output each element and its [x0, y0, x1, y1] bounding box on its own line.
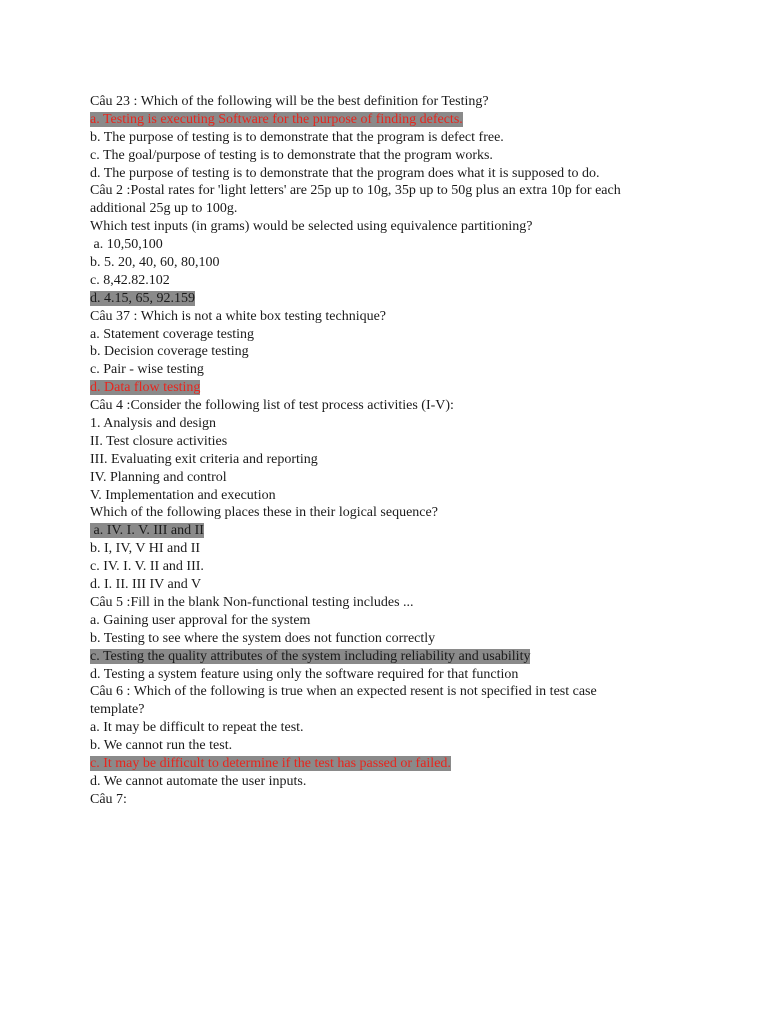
highlighted-answer: a. IV. I. V. III and II — [90, 523, 204, 539]
text-line — [90, 182, 690, 200]
line-text: a. Statement coverage testing — [90, 326, 255, 342]
line-text: Câu 23 : Which of the following will be the best definition for Testing? — [90, 94, 489, 109]
text-line — [90, 504, 690, 522]
line-text: a. 10,50,100 — [90, 237, 163, 253]
line-text: template? — [90, 702, 145, 718]
text-line — [90, 630, 690, 648]
text-line — [90, 719, 690, 737]
text-line — [90, 701, 690, 719]
line-text: Câu 5 :Fill in the blank Non-functional testing includes ... — [90, 594, 414, 610]
line-text: b. 5. 20, 40, 60, 80,100 — [90, 255, 220, 271]
text-line — [90, 290, 690, 308]
text-line — [90, 451, 690, 469]
line-text: c. The goal/purpose of testing is to demonstrate that the program works. — [90, 147, 493, 163]
text-line — [90, 361, 690, 379]
text-line — [90, 594, 690, 612]
line-text: II. Test closure activities — [90, 433, 228, 449]
text-line — [90, 612, 690, 630]
line-text: Which of the following places these in their logical sequence? — [90, 505, 438, 521]
line-text: d. I. II. III IV and V — [90, 577, 202, 593]
line-text: Câu 7: — [90, 791, 127, 807]
text-line — [90, 397, 690, 415]
text-line — [90, 737, 690, 755]
line-text: c. 8,42.82.102 — [90, 272, 170, 288]
text-line — [90, 308, 690, 326]
highlighted-answer: d. Data flow testing — [90, 380, 201, 396]
text-line — [90, 540, 690, 558]
line-text: Which test inputs (in grams) would be selected using equivalence partitioning? — [90, 219, 533, 235]
text-line — [90, 558, 690, 576]
highlighted-answer: c. Testing the quality attributes of the system including reliability and usability — [90, 648, 531, 664]
text-line — [90, 415, 690, 433]
line-text: Câu 6 : Which of the following is true when an expected resent is not specified in test case — [90, 684, 597, 700]
text-line — [90, 666, 690, 684]
line-text: b. Testing to see where the system does not function correctly — [90, 630, 436, 646]
text-line — [90, 254, 690, 272]
text-line — [90, 469, 690, 487]
text-line — [90, 683, 690, 701]
line-text: b. Decision coverage testing — [90, 344, 249, 360]
line-text: 1. Analysis and design — [90, 416, 216, 432]
highlighted-answer: a. Testing is executing Software for the purpose of finding defects. — [90, 111, 463, 127]
text-line — [90, 165, 690, 183]
text-line — [90, 218, 690, 236]
line-text: IV. Planning and control — [90, 469, 227, 485]
line-text: V. Implementation and execution — [90, 487, 276, 503]
line-text: b. We cannot run the test. — [90, 738, 233, 754]
line-text: d. Testing a system feature using only the software required for that function — [90, 666, 519, 682]
line-text: c. Pair - wise testing — [90, 362, 204, 378]
text-line — [90, 272, 690, 290]
quiz-text — [90, 93, 690, 809]
line-text: Câu 37 : Which is not a white box testing technique? — [90, 308, 387, 324]
text-line — [90, 755, 690, 773]
text-line — [90, 379, 690, 397]
text-line — [90, 200, 690, 218]
text-line — [90, 343, 690, 361]
line-text: a. It may be difficult to repeat the test. — [90, 720, 304, 736]
line-text: b. I, IV, V HI and II — [90, 541, 201, 557]
text-line — [90, 648, 690, 666]
text-line — [90, 111, 690, 129]
text-line — [90, 487, 690, 505]
line-text: c. IV. I. V. II and III. — [90, 559, 204, 575]
line-text: d. We cannot automate the user inputs. — [90, 773, 307, 789]
highlighted-answer: c. It may be difficult to determine if the test has passed or failed. — [90, 755, 451, 771]
text-line — [90, 147, 690, 165]
text-line — [90, 576, 690, 594]
line-text: b. The purpose of testing is to demonstrate that the program is defect free. — [90, 129, 504, 145]
line-text: Câu 2 :Postal rates for 'light letters' are 25p up to 10g, 35p up to 50g plus an extra 10p for each — [90, 183, 621, 199]
text-line — [90, 326, 690, 344]
line-text: Câu 4 :Consider the following list of test process activities (I-V): — [90, 398, 454, 414]
line-text: additional 25g up to 100g. — [90, 201, 238, 217]
line-text: III. Evaluating exit criteria and reporting — [90, 451, 318, 467]
text-line — [90, 129, 690, 147]
text-line — [90, 433, 690, 451]
text-line — [90, 791, 690, 809]
text-line — [90, 93, 690, 111]
text-line — [90, 773, 690, 791]
highlighted-answer: d. 4.15, 65, 92.159 — [90, 290, 195, 306]
text-line — [90, 522, 690, 540]
line-text: d. The purpose of testing is to demonstrate that the program does what it is supposed to do. — [90, 165, 600, 181]
line-text: a. Gaining user approval for the system — [90, 612, 311, 628]
text-line — [90, 236, 690, 254]
